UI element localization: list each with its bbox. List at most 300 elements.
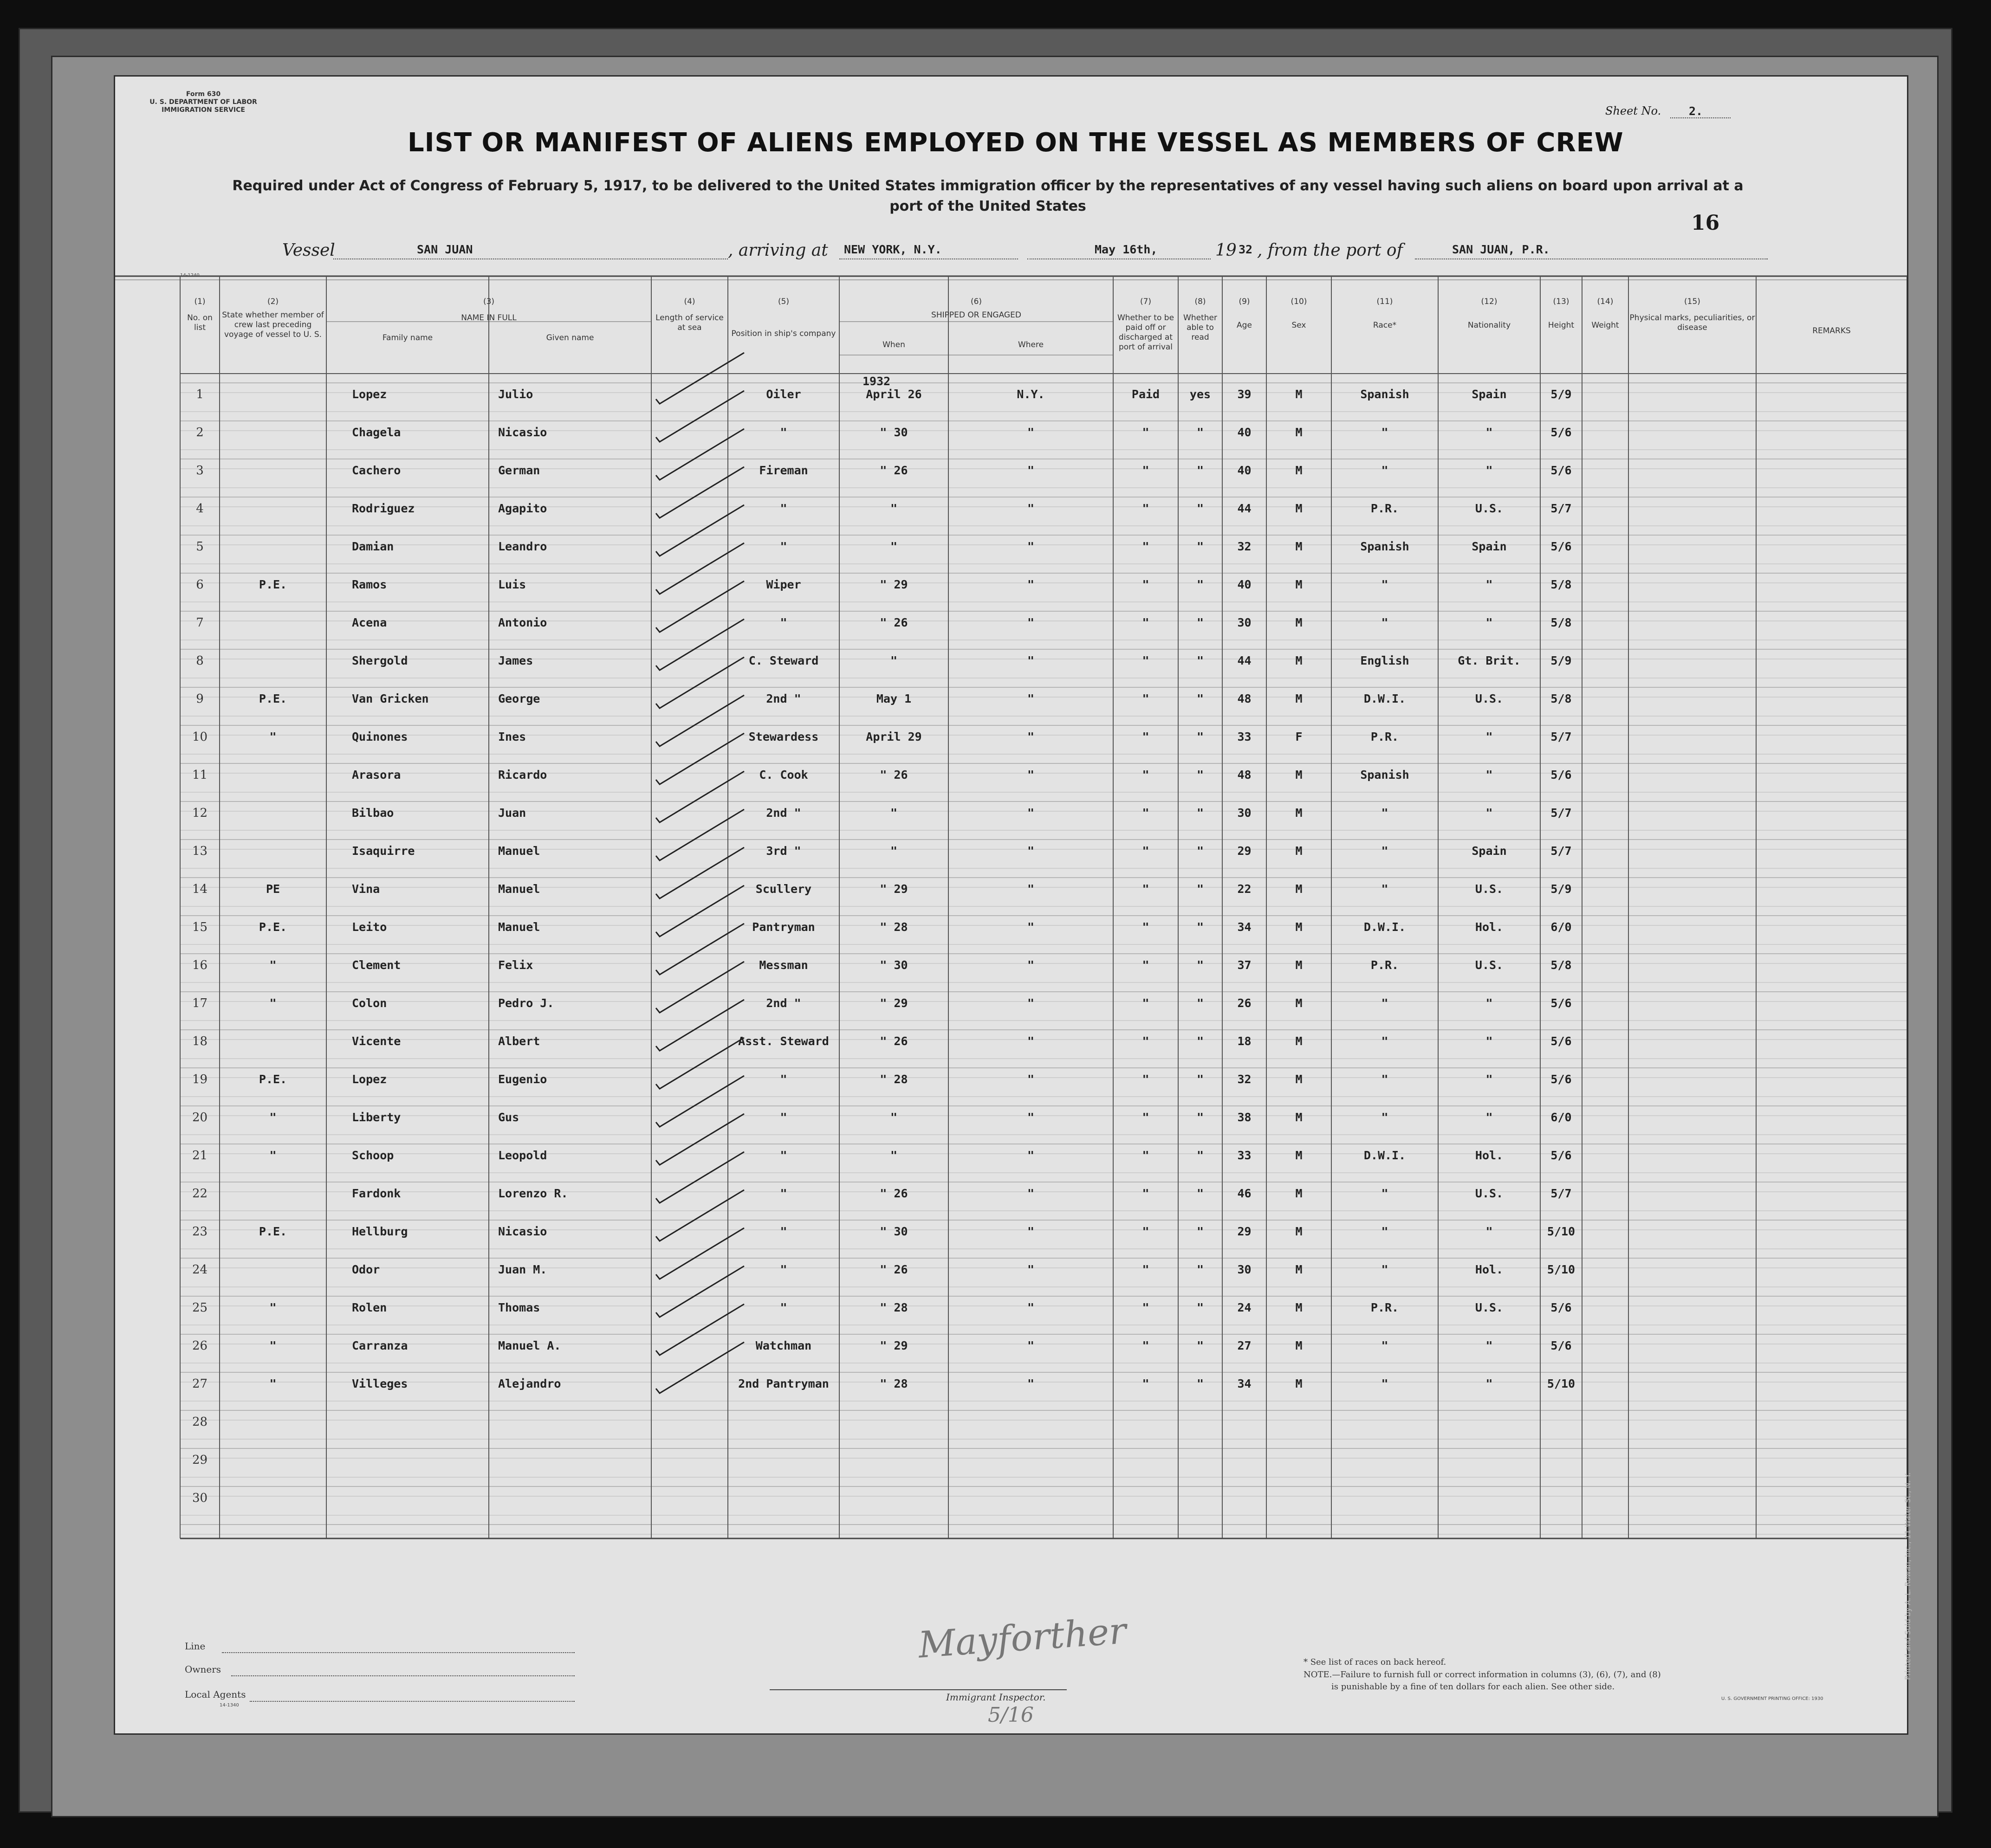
length-of-service-checkmarks <box>115 77 1907 1733</box>
able-to-read: " <box>1196 958 1204 972</box>
nationality: " <box>1485 1225 1493 1238</box>
row-number: 14 <box>192 882 208 896</box>
race: " <box>1381 1073 1388 1086</box>
given-name: Pedro J. <box>498 996 554 1010</box>
row-number: 28 <box>192 1415 208 1429</box>
age: 48 <box>1237 692 1252 705</box>
shipped-where: " <box>1027 1377 1035 1390</box>
paid-off: " <box>1142 882 1149 896</box>
nationality: " <box>1485 1034 1493 1048</box>
column-title: No. on list <box>187 313 213 332</box>
able-to-read: " <box>1196 1225 1204 1238</box>
family-name: Shergold <box>352 654 408 667</box>
age: 18 <box>1237 1034 1252 1048</box>
nationality: " <box>1485 1073 1493 1086</box>
sex: M <box>1295 1034 1303 1048</box>
race: Spanish <box>1360 768 1409 782</box>
able-to-read: " <box>1196 616 1204 629</box>
family-name: Quinones <box>352 730 408 743</box>
column-title: Given name <box>546 333 594 342</box>
row-number: 3 <box>196 464 204 478</box>
sex: M <box>1295 426 1303 439</box>
family-name: Vicente <box>352 1034 401 1048</box>
sex: M <box>1295 540 1303 553</box>
age: 30 <box>1237 616 1252 629</box>
given-name: Ricardo <box>498 768 547 782</box>
nationality: Gt. Brit. <box>1458 654 1521 667</box>
row-number: 4 <box>196 502 204 516</box>
given-name: Nicasio <box>498 1225 547 1238</box>
nationality: " <box>1485 1377 1493 1390</box>
age: 26 <box>1237 996 1252 1010</box>
sex: M <box>1295 1263 1303 1276</box>
nationality: " <box>1485 730 1493 743</box>
sex: M <box>1295 844 1303 858</box>
paid-off: " <box>1142 464 1149 477</box>
age: 22 <box>1237 882 1252 896</box>
family-name: Rolen <box>352 1301 387 1314</box>
race: " <box>1381 1263 1388 1276</box>
sex: M <box>1295 616 1303 629</box>
age: 40 <box>1237 426 1252 439</box>
family-name: Rodriguez <box>352 502 415 515</box>
family-name: Damian <box>352 540 394 553</box>
height: 5/6 <box>1550 464 1572 477</box>
height: 5/6 <box>1550 426 1572 439</box>
height: 5/8 <box>1550 958 1572 972</box>
row-number: 16 <box>192 958 208 972</box>
nationality: Spain <box>1472 844 1507 858</box>
given-name: Luis <box>498 578 526 591</box>
given-name: German <box>498 464 540 477</box>
able-to-read: " <box>1196 806 1204 820</box>
race: P.R. <box>1370 730 1399 743</box>
height: 5/6 <box>1550 1149 1572 1162</box>
given-name: Nicasio <box>498 426 547 439</box>
nationality: " <box>1485 768 1493 782</box>
height: 5/9 <box>1550 882 1572 896</box>
shipped-when: " 26 <box>880 616 908 629</box>
height: 5/6 <box>1550 1301 1572 1314</box>
height: 5/9 <box>1550 654 1572 667</box>
family-name: Ramos <box>352 578 387 591</box>
height: 5/6 <box>1550 768 1572 782</box>
shipped-when: " <box>890 540 898 553</box>
row-number: 18 <box>192 1034 208 1048</box>
shipped-when: " 26 <box>880 1187 908 1200</box>
position: " <box>780 1301 787 1314</box>
paid-off: " <box>1142 1034 1149 1048</box>
position: 2nd " <box>766 806 801 820</box>
previous-voyage: P.E. <box>259 578 287 591</box>
family-name: Colon <box>352 996 387 1010</box>
height: 5/6 <box>1550 1073 1572 1086</box>
race: " <box>1381 844 1388 858</box>
family-name: Cachero <box>352 464 401 477</box>
shipped-where: " <box>1027 654 1035 667</box>
age: 34 <box>1237 920 1252 934</box>
given-name: Manuel <box>498 920 540 934</box>
sex: M <box>1295 1111 1303 1124</box>
sex: M <box>1295 1187 1303 1200</box>
nationality: Hol. <box>1475 1149 1504 1162</box>
shipped-when: " 26 <box>880 1263 908 1276</box>
paid-off: " <box>1142 1263 1149 1276</box>
row-number: 29 <box>192 1453 208 1467</box>
shipped-when: " 29 <box>880 882 908 896</box>
previous-voyage: PE <box>266 882 280 896</box>
nationality: Hol. <box>1475 1263 1504 1276</box>
column-title: Length of service at sea <box>655 313 724 332</box>
able-to-read: " <box>1196 1149 1204 1162</box>
position: C. Steward <box>748 654 819 667</box>
nationality: U.S. <box>1475 958 1504 972</box>
shipped-when: May 1 <box>876 692 912 705</box>
age: 37 <box>1237 958 1252 972</box>
paid-off: " <box>1142 1377 1149 1390</box>
row-number: 24 <box>192 1263 208 1277</box>
paid-off: " <box>1142 540 1149 553</box>
previous-voyage: " <box>269 996 277 1010</box>
paid-off: " <box>1142 1339 1149 1352</box>
penalty-note-2: is punishable by a fine of ten dollars for each alien. See other side. <box>1331 1682 1615 1692</box>
shipped-where: " <box>1027 1073 1035 1086</box>
manifest-page <box>115 77 1907 1733</box>
age: 44 <box>1237 654 1252 667</box>
height: 5/6 <box>1550 996 1572 1010</box>
shipped-where: " <box>1027 882 1035 896</box>
paid-off: " <box>1142 768 1149 782</box>
shipped-where: " <box>1027 464 1035 477</box>
shipped-when: " 26 <box>880 464 908 477</box>
family-name: Liberty <box>352 1111 401 1124</box>
family-name: Lopez <box>352 1073 387 1086</box>
previous-voyage: P.E. <box>259 692 287 705</box>
previous-voyage: " <box>269 1111 277 1124</box>
race: Spanish <box>1360 540 1409 553</box>
height: 5/8 <box>1550 692 1572 705</box>
given-name: Manuel A. <box>498 1339 561 1352</box>
printing-office: U. S. GOVERNMENT PRINTING OFFICE: 1930 <box>1721 1696 1823 1701</box>
position: " <box>780 1187 787 1200</box>
shipped-when: " 30 <box>880 426 908 439</box>
sex: M <box>1295 1225 1303 1238</box>
previous-voyage: " <box>269 1149 277 1162</box>
nationality: " <box>1485 616 1493 629</box>
shipped-when: " 26 <box>880 1034 908 1048</box>
position: " <box>780 1149 787 1162</box>
age: 32 <box>1237 540 1252 553</box>
printer-imprint: Printed and Sold by A. L. Rowan, Inc., 11 Water St., N. Y. <box>1903 1473 1912 1680</box>
paid-off: Paid <box>1131 388 1160 401</box>
previous-voyage: " <box>269 730 277 743</box>
given-name: Manuel <box>498 844 540 858</box>
shipped-when: " 29 <box>880 1339 908 1352</box>
nationality: " <box>1485 464 1493 477</box>
shipped-where: " <box>1027 540 1035 553</box>
column-title: State whether member of crew last preceding voyage of vessel to U. S. <box>222 310 324 339</box>
sex: M <box>1295 692 1303 705</box>
form-service: IMMIGRATION SERVICE <box>162 106 245 114</box>
family-name: Arasora <box>352 768 401 782</box>
shipped-where: " <box>1027 1225 1035 1238</box>
race: " <box>1381 578 1388 591</box>
line-field <box>222 1652 575 1653</box>
paid-off: " <box>1142 502 1149 515</box>
age: 30 <box>1237 1263 1252 1276</box>
shipped-where: " <box>1027 1263 1035 1276</box>
family-name: Hellburg <box>352 1225 408 1238</box>
arriving-label: , arriving at <box>728 241 828 260</box>
paid-off: " <box>1142 616 1149 629</box>
height: 5/9 <box>1550 388 1572 401</box>
position: Asst. Steward <box>738 1034 829 1048</box>
position: Oiler <box>766 388 801 401</box>
column-title: Sex <box>1291 321 1306 330</box>
given-name: Thomas <box>498 1301 540 1314</box>
row-number: 26 <box>192 1339 208 1353</box>
given-name: Lorenzo R. <box>498 1187 568 1200</box>
nationality: " <box>1485 578 1493 591</box>
nationality: Spain <box>1472 540 1507 553</box>
subtitle-line1: Required under Act of Congress of February 5, 1917, to be delivered to the United States immigration officer by the representatives of any vessel having such aliens on board upon arrival at a <box>232 178 1744 194</box>
column-number: (14) <box>1597 297 1614 306</box>
sex: M <box>1295 464 1303 477</box>
penalty-note-1: NOTE.—Failure to furnish full or correct information in columns (3), (6), (7), and (8) <box>1304 1670 1661 1680</box>
able-to-read: " <box>1196 996 1204 1010</box>
shipped-where: " <box>1027 996 1035 1010</box>
race: " <box>1381 806 1388 820</box>
race: " <box>1381 1111 1388 1124</box>
race: " <box>1381 1225 1388 1238</box>
paid-off: " <box>1142 730 1149 743</box>
height: 5/10 <box>1547 1225 1576 1238</box>
shipped-where: " <box>1027 1301 1035 1314</box>
able-to-read: " <box>1196 844 1204 858</box>
able-to-read: " <box>1196 502 1204 515</box>
shipped-where: " <box>1027 578 1035 591</box>
race: English <box>1360 654 1409 667</box>
row-number: 25 <box>192 1301 208 1315</box>
position: Watchman <box>755 1339 812 1352</box>
column-number: (7) <box>1140 297 1152 306</box>
row-number: 27 <box>192 1377 208 1391</box>
able-to-read: " <box>1196 1377 1204 1390</box>
sheet-number: 2. <box>1689 104 1703 118</box>
owners-field <box>231 1675 575 1676</box>
shipped-where: " <box>1027 426 1035 439</box>
column-title: Race* <box>1373 321 1397 330</box>
position: " <box>780 540 787 553</box>
position: " <box>780 1263 787 1276</box>
age: 34 <box>1237 1377 1252 1390</box>
column-number: (8) <box>1194 297 1206 306</box>
paid-off: " <box>1142 1225 1149 1238</box>
shipped-where: " <box>1027 1111 1035 1124</box>
age: 48 <box>1237 768 1252 782</box>
able-to-read: " <box>1196 730 1204 743</box>
height: 5/10 <box>1547 1263 1576 1276</box>
given-name: Eugenio <box>498 1073 547 1086</box>
shipped-when: " 28 <box>880 1377 908 1390</box>
year-prefix: 19 <box>1215 241 1237 260</box>
family-name: Bilbao <box>352 806 394 820</box>
owners-label: Owners <box>185 1664 221 1675</box>
able-to-read: " <box>1196 1111 1204 1124</box>
shipped-when: " 28 <box>880 1073 908 1086</box>
shipped-when: " <box>890 1111 898 1124</box>
previous-voyage: " <box>269 958 277 972</box>
column-title: Whether able to read <box>1183 313 1217 342</box>
able-to-read: " <box>1196 1187 1204 1200</box>
previous-voyage: " <box>269 1301 277 1314</box>
nationality: " <box>1485 426 1493 439</box>
row-number: 9 <box>196 692 204 706</box>
race: " <box>1381 1034 1388 1048</box>
position: " <box>780 1073 787 1086</box>
position: " <box>780 426 787 439</box>
sex: M <box>1295 768 1303 782</box>
position: " <box>780 1111 787 1124</box>
page-number: 16 <box>1691 211 1720 235</box>
shipped-when: " <box>890 502 898 515</box>
height: 5/6 <box>1550 1339 1572 1352</box>
column-title: Nationality <box>1467 321 1511 330</box>
row-number: 30 <box>192 1491 208 1505</box>
able-to-read: " <box>1196 540 1204 553</box>
row-number: 13 <box>192 844 208 858</box>
row-number: 5 <box>196 540 204 554</box>
sex: M <box>1295 388 1303 401</box>
sex: F <box>1295 730 1303 743</box>
row-number: 1 <box>196 388 204 401</box>
paid-off: " <box>1142 996 1149 1010</box>
races-note: * See list of races on back hereof. <box>1304 1657 1446 1667</box>
shipped-where: " <box>1027 730 1035 743</box>
inspector-signature: Mayforther <box>917 1610 1128 1667</box>
shipped-when: " <box>890 1149 898 1162</box>
given-name: Juan M. <box>498 1263 547 1276</box>
position: " <box>780 1225 787 1238</box>
position: 2nd " <box>766 692 801 705</box>
age: 29 <box>1237 844 1252 858</box>
race: " <box>1381 1187 1388 1200</box>
height: 5/7 <box>1550 806 1572 820</box>
given-name: Julio <box>498 388 533 401</box>
position: Stewardess <box>748 730 819 743</box>
family-name: Odor <box>352 1263 380 1276</box>
shipped-when: " 30 <box>880 958 908 972</box>
sex: M <box>1295 1339 1303 1352</box>
position: " <box>780 502 787 515</box>
age: 40 <box>1237 464 1252 477</box>
agents-label: Local Agents <box>185 1689 246 1700</box>
column-title: Physical marks, peculiarities, or disease <box>1629 313 1755 332</box>
family-name: Fardonk <box>352 1187 401 1200</box>
row-number: 23 <box>192 1225 208 1239</box>
shipped-where: " <box>1027 844 1035 858</box>
nationality: " <box>1485 806 1493 820</box>
family-name: Leito <box>352 920 387 934</box>
row-number: 2 <box>196 426 204 439</box>
position: 3rd " <box>766 844 801 858</box>
column-number: (12) <box>1481 297 1498 306</box>
height: 5/6 <box>1550 1034 1572 1048</box>
age: 29 <box>1237 1225 1252 1238</box>
sex: M <box>1295 958 1303 972</box>
paid-off: " <box>1142 1073 1149 1086</box>
sex: M <box>1295 502 1303 515</box>
column-number: (9) <box>1239 297 1250 306</box>
family-name: Clement <box>352 958 401 972</box>
row-number: 12 <box>192 806 208 820</box>
previous-voyage: " <box>269 1377 277 1390</box>
vessel-label: Vessel <box>282 241 335 260</box>
shipped-where: " <box>1027 920 1035 934</box>
position: Scullery <box>755 882 812 896</box>
paid-off: " <box>1142 844 1149 858</box>
row-number: 20 <box>192 1111 208 1124</box>
previous-voyage: P.E. <box>259 920 287 934</box>
paid-off: " <box>1142 1301 1149 1314</box>
able-to-read: " <box>1196 1073 1204 1086</box>
previous-voyage: " <box>269 1339 277 1352</box>
shipped-when: " 29 <box>880 578 908 591</box>
from-label: , from the port of <box>1257 241 1403 260</box>
race: " <box>1381 1339 1388 1352</box>
given-name: Leandro <box>498 540 547 553</box>
column-title: When <box>882 340 905 349</box>
given-name: Felix <box>498 958 533 972</box>
given-name: Juan <box>498 806 526 820</box>
nationality: U.S. <box>1475 692 1504 705</box>
shipped-where: " <box>1027 958 1035 972</box>
family-name: Carranza <box>352 1339 408 1352</box>
paid-off: " <box>1142 806 1149 820</box>
inspector-label: Immigrant Inspector. <box>946 1692 1046 1703</box>
shipped-when: " 29 <box>880 996 908 1010</box>
able-to-read: " <box>1196 426 1204 439</box>
line-label: Line <box>185 1641 206 1652</box>
age: 38 <box>1237 1111 1252 1124</box>
position: 2nd Pantryman <box>738 1377 829 1390</box>
paid-off: " <box>1142 958 1149 972</box>
row-number: 19 <box>192 1073 208 1086</box>
able-to-read: " <box>1196 464 1204 477</box>
able-to-read: " <box>1196 1301 1204 1314</box>
height: 5/6 <box>1550 540 1572 553</box>
column-title: Family name <box>382 333 433 342</box>
column-number: (1) <box>194 297 206 306</box>
age: 30 <box>1237 806 1252 820</box>
shipped-when: " 30 <box>880 1225 908 1238</box>
row-number: 7 <box>196 616 204 630</box>
column-number: (15) <box>1684 297 1700 306</box>
shipped-when: " 28 <box>880 1301 908 1314</box>
race: " <box>1381 1377 1388 1390</box>
row-number: 15 <box>192 920 208 934</box>
age: 46 <box>1237 1187 1252 1200</box>
position: Pantryman <box>752 920 815 934</box>
age: 44 <box>1237 502 1252 515</box>
inspector-date: 5/16 <box>988 1703 1034 1727</box>
given-name: James <box>498 654 533 667</box>
nationality: U.S. <box>1475 502 1504 515</box>
family-name: Vina <box>352 882 380 896</box>
arriving-port: NEW YORK, N.Y. <box>844 243 942 256</box>
position: Messman <box>759 958 808 972</box>
row-number: 17 <box>192 996 208 1010</box>
